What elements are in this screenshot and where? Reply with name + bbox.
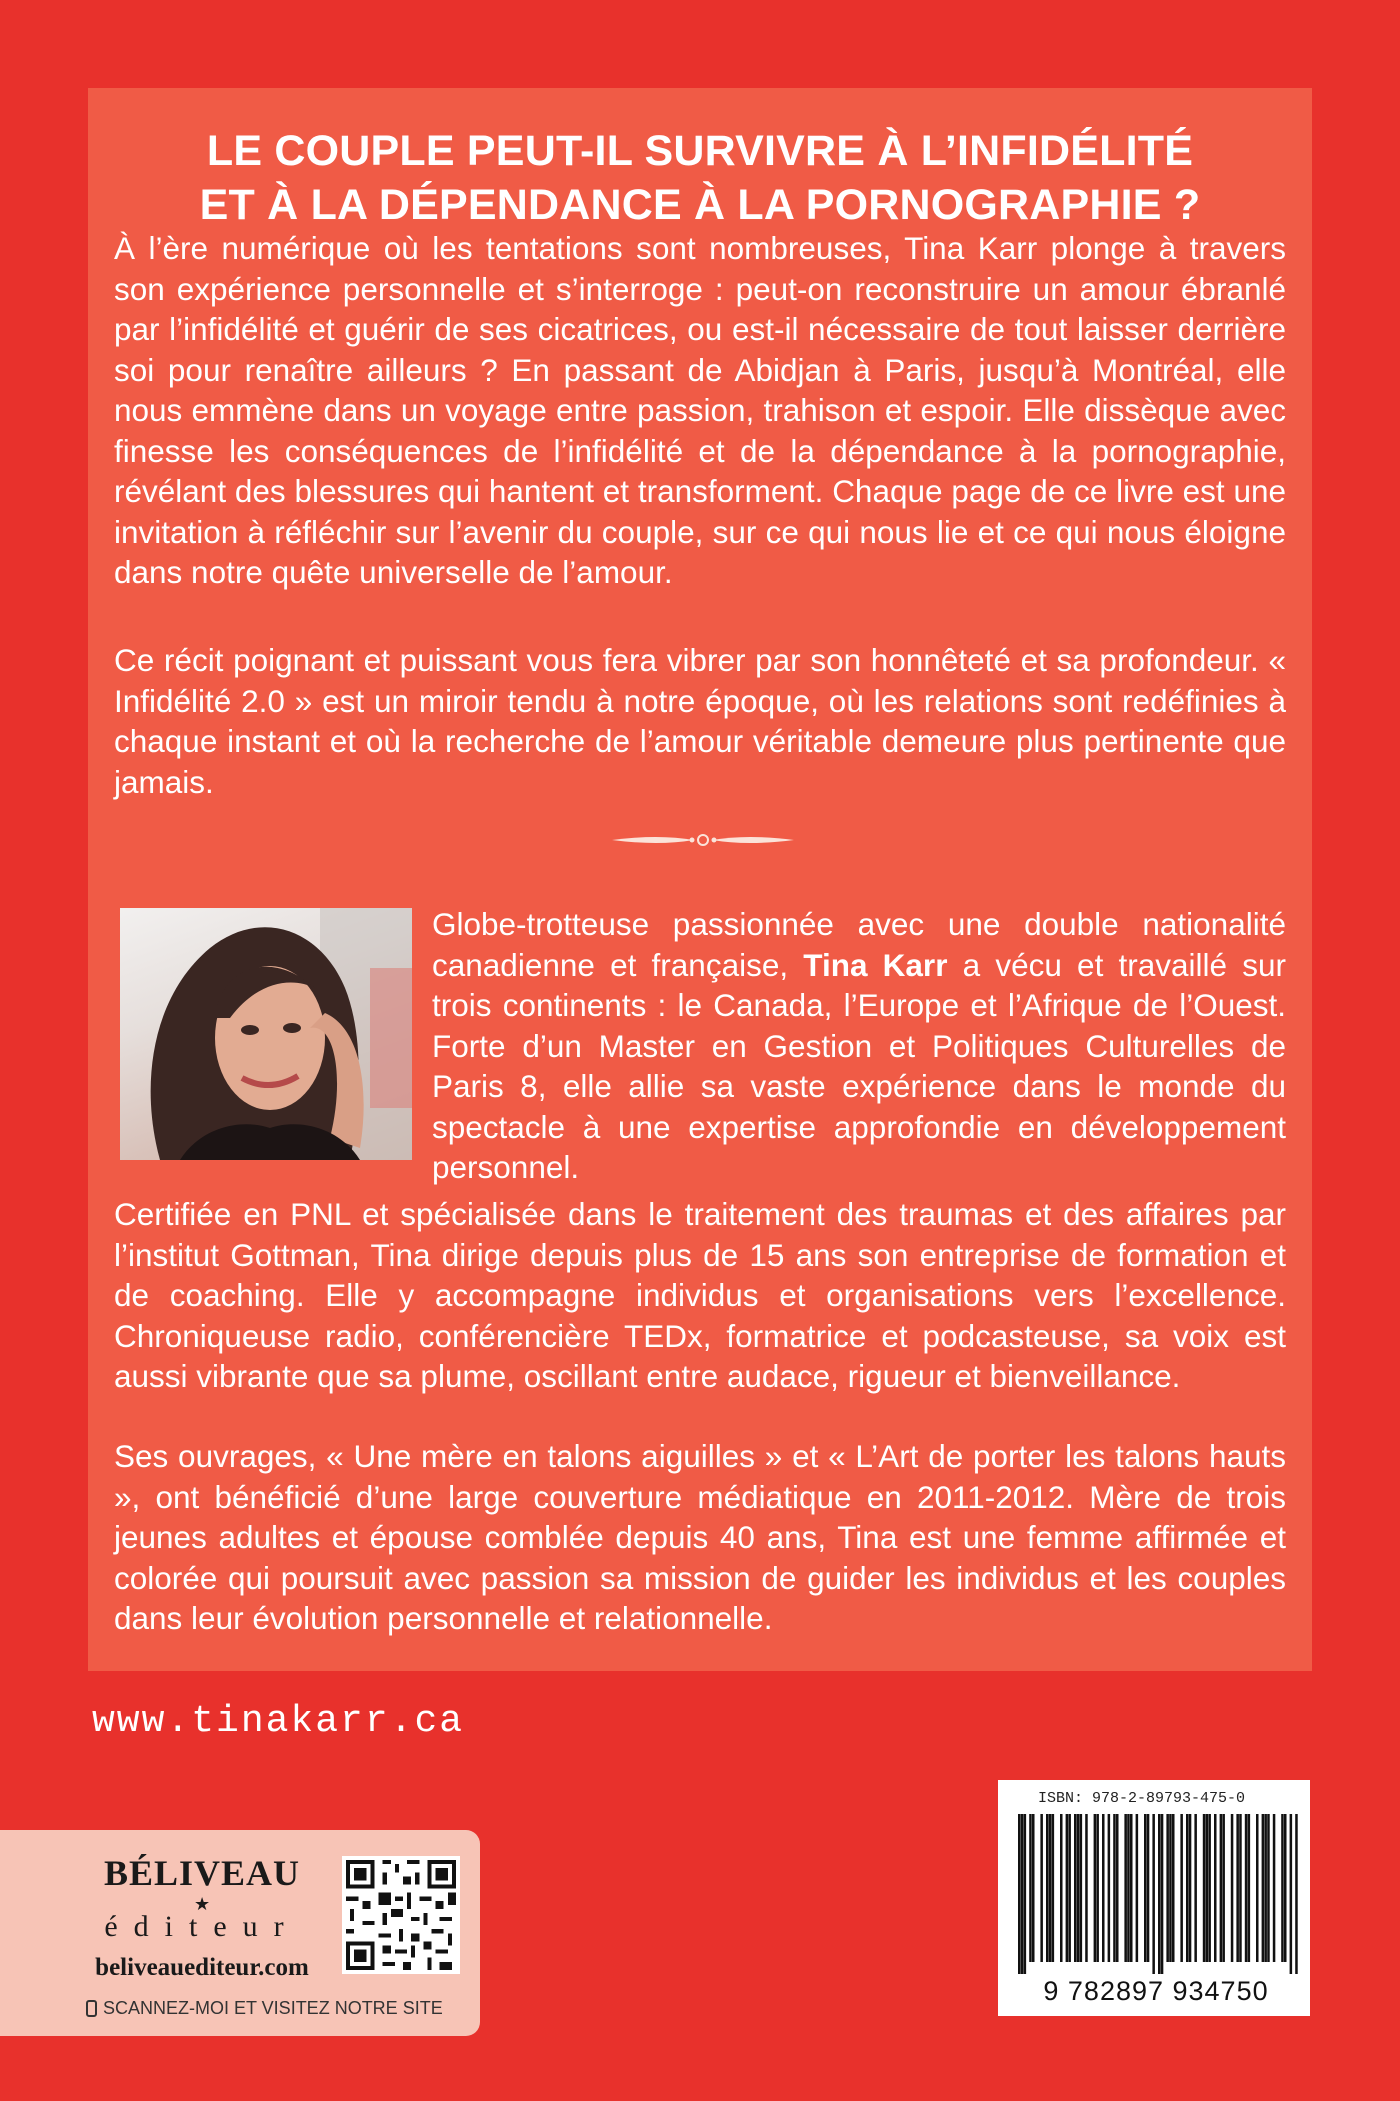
barcode-bar [1239,1814,1242,1962]
barcode-bar [1094,1814,1097,1962]
barcode-bar [1166,1814,1169,1962]
barcode-bar [1113,1814,1116,1962]
barcode-bar [1068,1814,1071,1962]
barcode-bar [1180,1814,1183,1962]
author-bio-paragraph-1 [432,904,1286,1188]
publisher-name: BÉLIVEAU [103,1853,301,1893]
author-bio-paragraph-3: Ses ouvrages, « Une mère en talons aiguilles » et « L’Art de porter les talons hauts », ont bénéficié d’une large couverture médiatique en 2011-2012. Mère de trois jeunes adultes et épouse comblée depuis 40 ans, Tina est une femme affirmée et colorée qui poursuit avec passion sa mission de guider les individus et les couples dans leur évolution personnelle et relationnelle. [114,1438,1286,1636]
author-name: Tina Karr [803,946,948,983]
author-photo [120,908,412,1160]
scan-instruction-text: SCANNEZ-MOI ET VISITEZ NOTRE SITE [103,1998,443,2018]
barcode-bar [1127,1814,1130,1962]
barcode-bars [1018,1814,1298,1974]
barcode-bar [1116,1814,1119,1962]
barcode-bar [1024,1814,1027,1974]
barcode-bar [1096,1814,1099,1962]
barcode-bar [1222,1814,1225,1962]
barcode-bar [1208,1814,1211,1962]
ornamental-divider-icon [608,830,798,850]
qr-code-icon[interactable] [342,1856,460,1974]
publisher-block [0,1830,480,2036]
barcode-bar [1295,1814,1298,1974]
barcode-bar [1018,1814,1021,1974]
barcode-bar [1169,1814,1172,1962]
barcode-bar [1281,1814,1284,1962]
barcode-bar [1256,1814,1259,1962]
barcode-bar [1052,1814,1055,1962]
author-bio-paragraph-2: Certifiée en PNL et spécialisée dans le traitement des traumas et des affaires par l’institut Gottman, Tina dirige depuis plus de 15 ans son entreprise de formation et de coaching. Elle y accompagne individus et organisations vers l’excellence. Chroniqueuse radio, conférencière TEDx, formatrice et podcasteuse, sa voix est aussi vibrante que sa plume, oscillant entre audace, rigueur et bienveillance. [114,1196,1286,1394]
barcode-bar [1264,1814,1267,1962]
barcode-bar [1186,1814,1189,1962]
barcode-bar [1267,1814,1270,1962]
barcode-bar [1273,1814,1276,1962]
barcode-bar [1021,1814,1024,1974]
barcode-bar [1206,1814,1209,1962]
barcode-bar [1085,1814,1088,1962]
barcode-bar [1074,1814,1077,1962]
barcode-bar [1029,1814,1032,1962]
barcode-bar [1060,1814,1063,1962]
barcode-bar [1077,1814,1080,1962]
barcode-bar [1245,1814,1248,1962]
barcode-bar [1032,1814,1035,1962]
author-website-link[interactable]: www.tinakarr.ca [92,1700,465,1743]
barcode-bar [1080,1814,1083,1962]
author-bio-1-after: a vécu et travaillé sur trois continents : le Canada, l’Europe et l’Afrique de l’Ouest. Forte d’un Master en Gestion et Politiques Culturelles de Paris 8, elle allie sa vaste expérience dans le monde du spectacle à une expertise approfondie en développement personnel. [432,946,1286,1185]
phone-icon [86,2000,97,2017]
isbn-barcode [998,1780,1310,2016]
barcode-bar [1290,1814,1293,1974]
barcode-bar [1136,1814,1139,1962]
barcode-bar [1066,1814,1069,1962]
barcode-bar [1248,1814,1251,1962]
barcode-bar [1040,1814,1043,1962]
barcode-bar [1284,1814,1287,1962]
barcode-bar [1236,1814,1239,1962]
barcode-bar [1220,1814,1223,1962]
isbn-label: ISBN: 978-2-89793-475-0 [1038,1790,1246,1807]
barcode-bar [1203,1814,1206,1962]
barcode-bar [1158,1814,1161,1974]
headline-line-2: ET À LA DÉPENDANCE À LA PORNOGRAPHIE ? [199,181,1201,229]
barcode-bar [1046,1814,1049,1962]
headline-line-1: LE COUPLE PEUT-IL SURVIVRE À L’INFIDÉLITÉ [206,127,1194,175]
barcode-bar [1172,1814,1175,1962]
isbn-digits: 9 782897 934750 [1043,1976,1269,2006]
author-bio-1-before: Globe-trotteuse passionnée avec une double nationalité canadienne et française, [432,906,1286,983]
barcode-bar [1152,1814,1155,1974]
barcode-bar [1231,1814,1234,1962]
barcode-bar [1262,1814,1265,1962]
scan-instruction [86,1998,443,2019]
barcode-bar [1147,1814,1150,1962]
star-icon: ★ [194,1894,211,1914]
barcode-bar [1214,1814,1217,1962]
publisher-subtitle: éditeur [104,1910,300,1943]
barcode-bar [1108,1814,1111,1962]
barcode-bar [1102,1814,1105,1962]
publisher-website-link[interactable]: beliveauediteur.com [95,1954,309,1981]
barcode-bar [1144,1814,1147,1962]
headline [88,124,1312,232]
barcode-bar [1189,1814,1192,1962]
barcode-bar [1124,1814,1127,1962]
barcode-bar [1049,1814,1052,1962]
synopsis-paragraph-1: À l’ère numérique où les tentations sont nombreuses, Tina Karr plonge à travers son expérience personnelle et s’interroge : peut-on reconstruire un amour ébranlé par l’infidélité et guérir de ses cicatrices, ou est-il nécessaire de tout laisser derrière soi pour renaître ailleurs ? En passant de Abidjan à Paris, jusqu’à Montréal, elle nous emmène dans un voyage entre passion, trahison et espoir. Elle dissèque avec finesse les conséquences de l’infidélité et de la dépendance à la pornographie, révélant des blessures qui hantent et transforment. Chaque page de ce livre est une invitation à réfléchir sur l’avenir du couple, sur ce qui nous lie et ce qui nous éloigne dans notre quête universelle de l’amour. [114,230,1286,590]
back-cover-panel [88,88,1312,1671]
barcode-bar [1194,1814,1197,1962]
barcode-bar [1130,1814,1133,1962]
barcode-bar [1161,1814,1164,1974]
synopsis-paragraph-2: Ce récit poignant et puissant vous fera vibrer par son honnêteté et sa profondeur. « Infidélité 2.0 » est un miroir tendu à notre époque, où les relations sont redéfinies à chaque instant et où la recherche de l’amour véritable demeure plus pertinente que jamais. [114,642,1286,800]
